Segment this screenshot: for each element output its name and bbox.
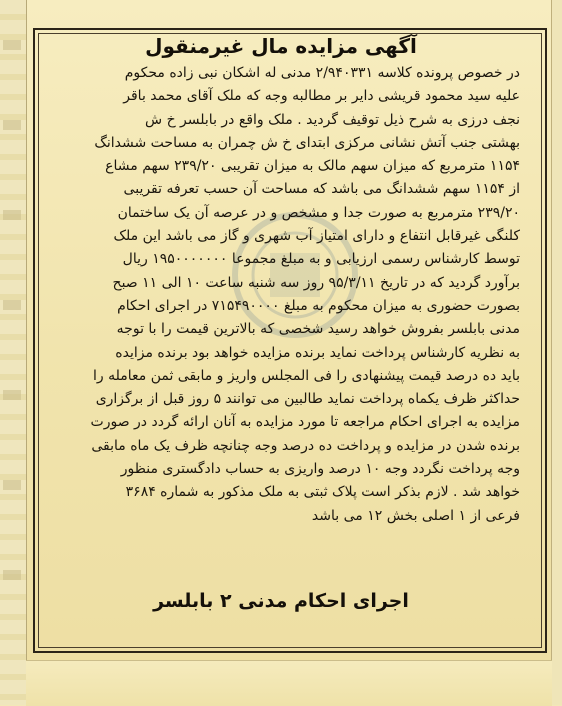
body-line: وجه پرداخت نگردد وجه ۱۰ درصد واریزی به حساب دادگستری منظور <box>120 461 520 478</box>
ad-title: آگهی مزایده مال غیرمنقول <box>145 34 417 58</box>
body-line: کلنگی غیرقابل انتفاع و دارای امتیاز آب شهری و گاز می باشد این ملک <box>113 228 520 245</box>
ad-signature: اجرای احکام مدنی ۲ بابلسر <box>153 590 409 612</box>
body-line: مدنی بابلسر بفروش خواهد رسید شخصی که بالاترین قیمت را با توجه <box>116 321 520 338</box>
ad-body <box>52 62 520 528</box>
body-line: برنده شدن در مزایده و پرداخت ده درصد وجه چنانچه ظرف یک ماه مابقی <box>91 437 520 454</box>
body-line: ۲۳۹/۲۰ مترمربع به صورت جدا و مشخص و در عرصه آن یک ساختمان <box>117 204 520 221</box>
body-line: خواهد شد . لازم بذکر است پلاک ثبتی به ملک مذکور به شماره ۳۶۸۴ <box>125 484 520 501</box>
body-line: در خصوص پرونده کلاسه ۲/۹۴۰۳۳۱ مدنی له اشکان نبی زاده محکوم <box>124 65 520 81</box>
body-line: از ۱۱۵۴ سهم ششدانگ می باشد که مساحت آن حسب تعرفه تقریبی <box>123 181 520 198</box>
body-line: به نظریه کارشناس پرداخت نماید برنده مزایده خواهد بود برنده مزایده <box>115 344 520 361</box>
page-bottom-margin <box>26 660 552 706</box>
body-line: نجف درزی به شرح ذیل توقیف گردید . ملک واقع در بابلسر خ ش <box>145 111 520 128</box>
body-line: توسط کارشناس رسمی ارزیابی و به مبلغ مجموعا ۱۹۵۰۰۰۰۰۰۰ ریال <box>122 251 520 268</box>
body-line: فرعی از ۱ اصلی بخش ۱۲ می باشد <box>311 507 520 524</box>
body-line: ۱۱۵۴ مترمربع که میزان سهم مالک به میزان تقریبی ۲۳۹/۲۰ سهم مشاع <box>105 158 520 175</box>
adjacent-column-strip <box>0 0 27 705</box>
body-line: حداکثر ظرف یکماه پرداخت نماید طالبین می توانند ۵ روز قبل از برگزاری <box>95 391 520 408</box>
body-line: علیه سید محمود قریشی دایر بر مطالبه وجه که ملک آقای محمد باقر <box>123 88 520 105</box>
body-line: بصورت حضوری به میزان محکوم به مبلغ ۷۱۵۴۹۰۰۰۰ در اجرای احکام <box>117 297 520 314</box>
body-line: باید ده درصد قیمت پیشنهادی را فی المجلس واریز و مابقی ثمن معامله را <box>92 367 520 384</box>
right-edge-strip <box>551 0 562 705</box>
body-line: بهشتی جنب آتش نشانی مرکزی ابتدای خ ش چمران به مساحت ششدانگ <box>94 134 520 151</box>
body-line: مزایده به اجرای احکام مراجعه تا مورد مزایده به آنان ارائه گردد در صورت <box>90 414 520 431</box>
body-line: برآورد گردید که در تاریخ ۹۵/۳/۱۱ روز سه شنبه ساعت ۱۰ الی ۱۱ صبح <box>112 274 520 291</box>
